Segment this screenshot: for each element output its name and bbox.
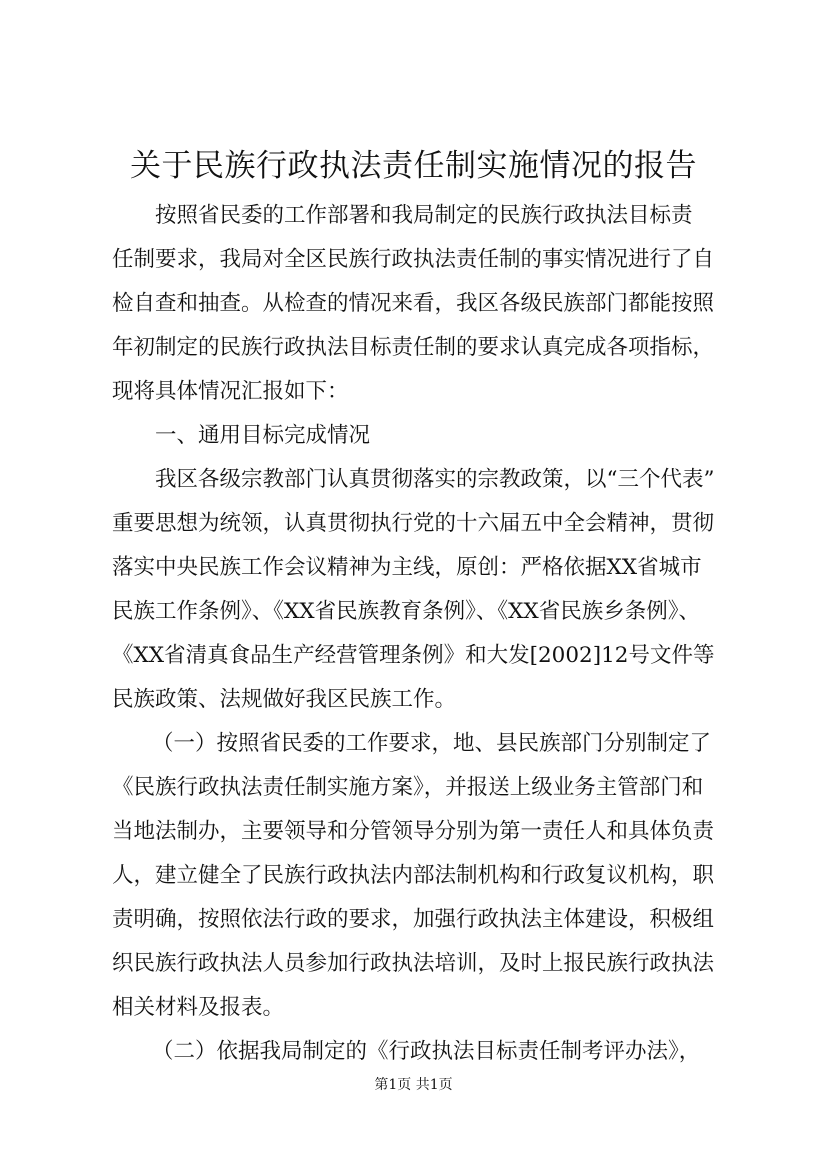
body-line: 我区各级宗教部门认真贯彻落实的宗教政策，以“三个代表” bbox=[155, 467, 715, 492]
body-line: 检自查和抽查。从检查的情况来看，我区各级民族部门都能按照 bbox=[112, 291, 715, 316]
body-line: 责明确，按照依法行政的要求，加强行政执法主体建设，积极组 bbox=[112, 907, 715, 932]
body-line: 落实中央民族工作会议精神为主线，原创：严格依据XX省城市 bbox=[112, 555, 702, 580]
body-line: 按照省民委的工作部署和我局制定的民族行政执法目标责 bbox=[155, 203, 693, 228]
body-line: 人，建立健全了民族行政执法内部法制机构和行政复议机构，职 bbox=[112, 863, 715, 888]
document-title: 关于民族行政执法责任制实施情况的报告 bbox=[130, 148, 697, 184]
body-line: 相关材料及报表。 bbox=[112, 995, 285, 1020]
body-line: （一）按照省民委的工作要求，地、县民族部门分别制定了 bbox=[152, 731, 712, 756]
body-line: 民族工作条例》、《XX省民族教育条例》、《XX省民族乡条例》、 bbox=[112, 599, 700, 624]
body-line: （二）依据我局制定的《行政执法目标责任制考评办法》， bbox=[152, 1039, 701, 1064]
document-body bbox=[112, 194, 738, 1074]
body-line: 重要思想为统领，认真贯彻执行党的十六届五中全会精神，贯彻 bbox=[112, 511, 715, 536]
page-footer: 第1页 共1页 bbox=[374, 1077, 453, 1093]
body-line: 《民族行政执法责任制实施方案》，并报送上级业务主管部门和 bbox=[112, 775, 704, 800]
body-line: 当地法制办，主要领导和分管领导分别为第一责任人和具体负责 bbox=[112, 819, 715, 844]
body-line: 织民族行政执法人员参加行政执法培训，及时上报民族行政执法 bbox=[112, 951, 715, 976]
body-line: 现将具体情况汇报如下： bbox=[112, 379, 349, 404]
body-line: 民族政策、法规做好我区民族工作。 bbox=[112, 687, 457, 712]
section-heading: 一、通用目标完成情况 bbox=[155, 423, 371, 448]
body-line: 任制要求，我局对全区民族行政执法责任制的事实情况进行了自 bbox=[112, 247, 715, 272]
body-line: 《XX省清真食品生产经营管理条例》和大发[2002]12号文件等 bbox=[112, 643, 715, 668]
body-line: 年初制定的民族行政执法目标责任制的要求认真完成各项指标， bbox=[112, 335, 715, 360]
